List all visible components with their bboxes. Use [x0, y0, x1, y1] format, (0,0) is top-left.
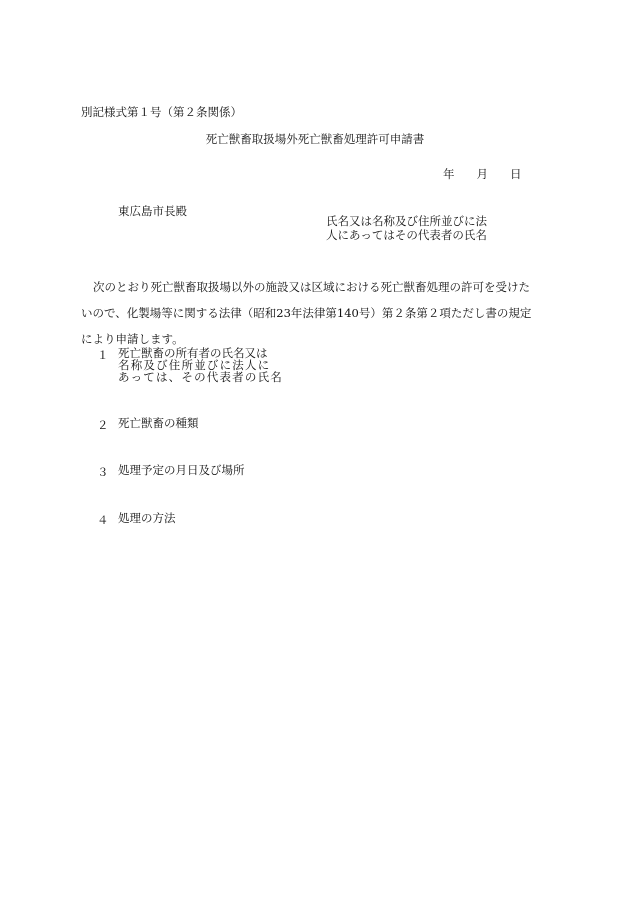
item-4-label: 処理の方法	[118, 511, 176, 525]
date-year: 年	[443, 167, 455, 181]
body-paragraph	[81, 274, 561, 352]
date-day: 日	[510, 167, 522, 181]
item-1-label	[118, 347, 283, 383]
applicant-line-2: 人にあってはその代表者の氏名	[326, 228, 487, 242]
item-3-number: ３	[97, 465, 109, 479]
item-1-line-2: 名称及び住所並びに法人に	[118, 358, 271, 372]
addressee: 東広島市長殿	[118, 204, 187, 218]
item-1-number: １	[97, 348, 109, 362]
item-1-line-1: 死亡獣畜の所有者の氏名又は	[118, 346, 268, 360]
item-2-label: 死亡獣畜の種類	[118, 416, 199, 430]
item-1-line-3: あっては、その代表者の氏名	[118, 370, 283, 384]
document-title: 死亡獣畜取扱場外死亡獣畜処理許可申請書	[205, 132, 425, 146]
item-4-number: ４	[97, 513, 109, 527]
item-2-number: ２	[97, 418, 109, 432]
body-line-1-text: 次のとおり死亡獣畜取扱場以外の施設又は区域における死亡獣畜処理の許可を受けた	[93, 280, 530, 294]
applicant-line-1: 氏名又は名称及び住所並びに法	[326, 214, 487, 228]
body-line-1	[81, 274, 561, 300]
date-line	[443, 166, 522, 182]
body-line-2: いので、化製場等に関する法律（昭和23年法律第140号）第２条第２項ただし書の規定	[81, 306, 532, 320]
form-number: 別記様式第１号（第２条関係）	[81, 105, 242, 119]
body-line-3: により申請します。	[81, 332, 184, 346]
item-3-label: 処理予定の月日及び場所	[118, 463, 245, 477]
date-month: 月	[476, 167, 488, 181]
applicant-block	[326, 214, 487, 242]
